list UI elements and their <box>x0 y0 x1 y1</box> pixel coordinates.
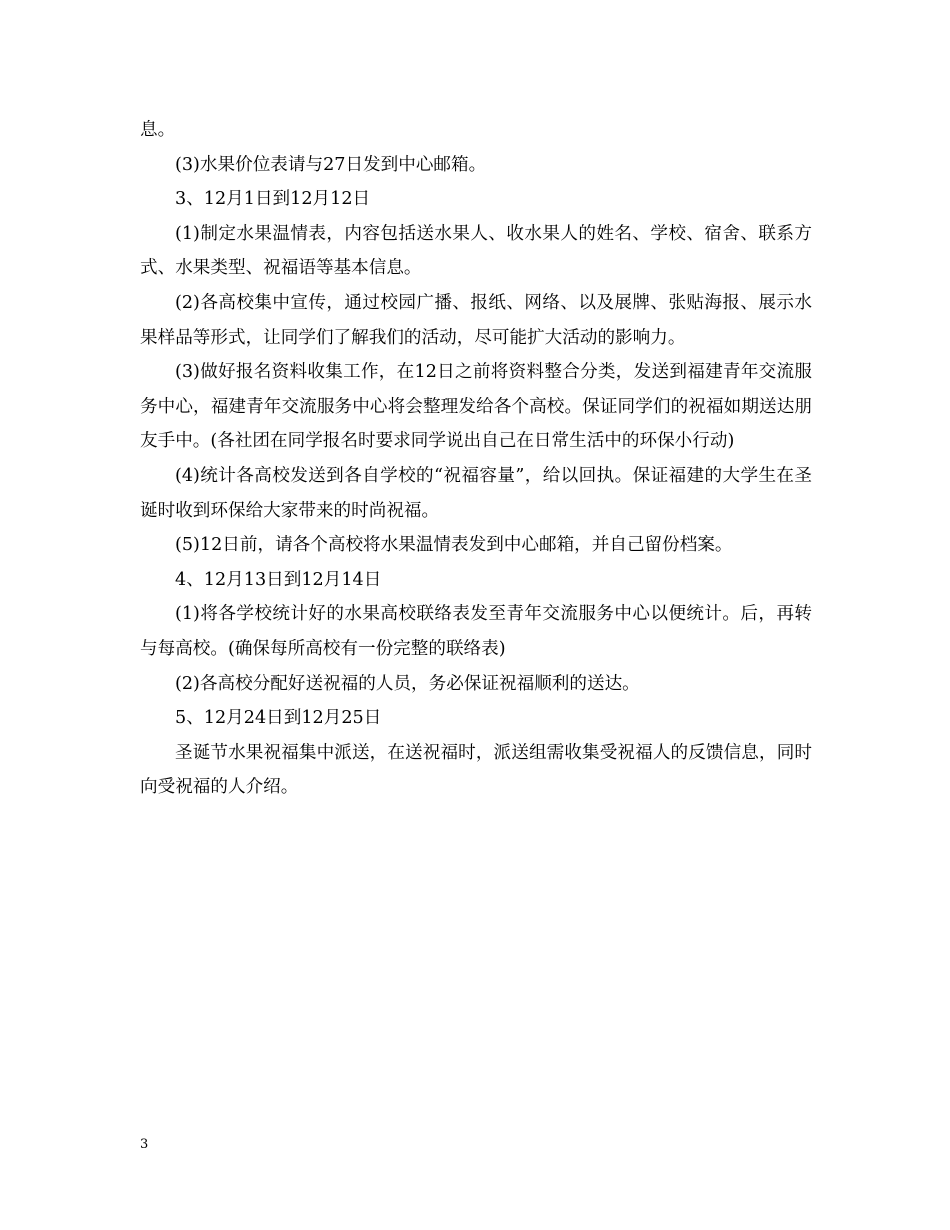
paragraph-fruit-card: (1)制定水果温情表，内容包括送水果人、收水果人的姓名、学校、宿舍、联系方式、水果类型、祝福语等基本信息。 <box>140 223 812 279</box>
paragraph-fruit-price-list: (3)水果价位表请与27日发到中心邮箱。 <box>175 154 487 175</box>
paragraph-delivery-staff: (2)各高校分配好送祝福的人员，务必保证祝福顺利的送达。 <box>175 673 640 694</box>
paragraph-campus-promotion: (2)各高校集中宣传，通过校园广播、报纸、网络、以及展牌、张贴海报、展示水果样品等形式，让同学们了解我们的活动，尽可能扩大活动的影响力。 <box>140 292 812 348</box>
page-number: 3 <box>140 1137 149 1152</box>
section-heading-dec-24-25: 5、12月24日到12月25日 <box>175 708 382 729</box>
paragraph-registration-collection: (3)做好报名资料收集工作，在12日之前将资料整合分类，发送到福建青年交流服务中心，福建青年交流服务中心将会整理发给各个高校。保证同学们的祝福如期送达朋友手中。(各社团在同学报名时要求同学说出自己在日常生活中的环保小行动) <box>140 362 812 452</box>
section-heading-dec-1-12: 3、12月1日到12月12日 <box>175 189 371 210</box>
paragraph-christmas-delivery: 圣诞节水果祝福集中派送，在送祝福时，派送组需收集受祝福人的反馈信息，同时向受祝福的人介绍。 <box>140 742 812 798</box>
paragraph-blessing-capacity: (4)统计各高校发送到各自学校的“祝福容量”，给以回执。保证福建的大学生在圣诞时收到环保给大家带来的时尚祝福。 <box>140 465 812 521</box>
document-body <box>140 113 812 805</box>
paragraph-submit-before-12: (5)12日前，请各个高校将水果温情表发到中心邮箱，并自己留份档案。 <box>175 535 733 556</box>
paragraph-contact-list: (1)将各学校统计好的水果高校联络表发至青年交流服务中心以便统计。后，再转与每高校。(确保每所高校有一份完整的联络表) <box>140 604 812 659</box>
section-heading-dec-13-14: 4、12月13日到12月14日 <box>175 569 382 590</box>
paragraph-continuation: 息。 <box>140 120 176 140</box>
